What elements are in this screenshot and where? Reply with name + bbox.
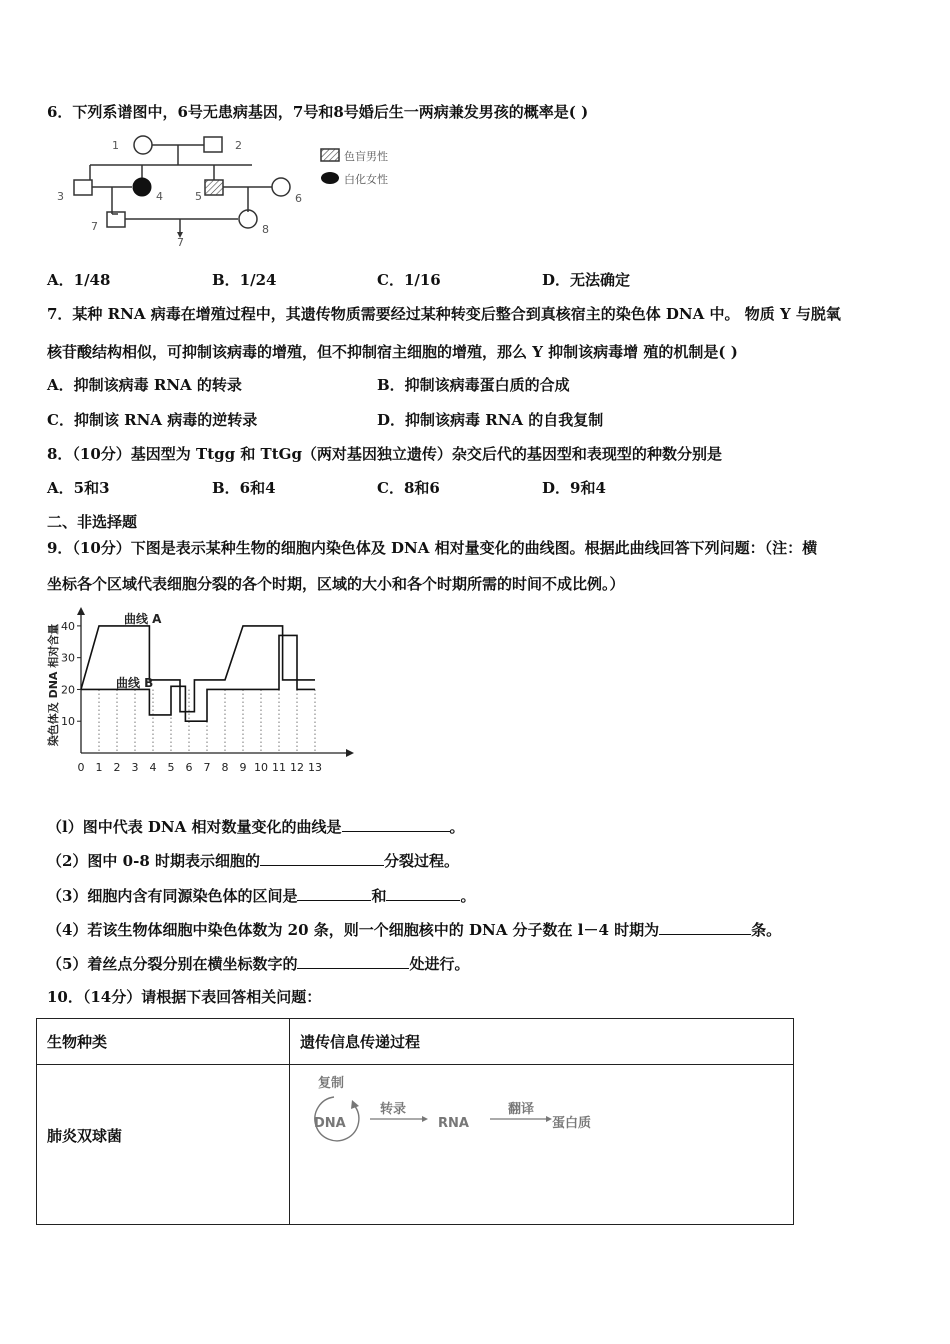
- table-header-row: [37, 1019, 794, 1065]
- flow-rna: RNA: [438, 1116, 469, 1131]
- x-tick-label: 10: [254, 761, 268, 774]
- x-tick-label: 0: [77, 761, 85, 774]
- answer-blank-4[interactable]: [659, 919, 751, 935]
- label-6: 6: [295, 192, 302, 205]
- label-1: 1: [112, 139, 119, 152]
- q7-stem-line1: 7．某种 RNA 病毒在增殖过程中，其遗传物质需要经过某种转变后整合到真核宿主的染色体 DNA 中。 物质 Y 与脱氧: [47, 305, 841, 323]
- label-5: 5: [195, 190, 202, 203]
- q6-option-b: B．1/24: [212, 271, 277, 289]
- q8-option-c: C．8和6: [377, 479, 440, 497]
- row1-process: [290, 1065, 794, 1225]
- q10-stem: 10．（14分）请根据下表回答相关问题：: [47, 988, 322, 1006]
- answer-blank-2[interactable]: [260, 850, 384, 866]
- section-title: 二、非选择题: [47, 513, 138, 531]
- q6-option-a: A．1/48: [47, 271, 111, 289]
- genetic-flow-diagram: [300, 1075, 630, 1175]
- label-7b: 7: [177, 236, 184, 249]
- x-tick-label: 2: [113, 761, 121, 774]
- label-4: 4: [156, 190, 163, 203]
- pedigree-diagram: [52, 132, 422, 252]
- x-tick-label: 9: [239, 761, 247, 774]
- legend-female-swatch: [321, 172, 339, 184]
- q9-sub1: （l）图中代表 DNA 相对数量变化的曲线是 。: [47, 818, 465, 836]
- q9-sub5: （5）着丝点分裂分别在横坐标数字的 处进行。: [47, 955, 470, 973]
- y-tick-label: 30: [61, 651, 75, 665]
- label-8: 8: [262, 223, 269, 236]
- q7-option-c: C．抑制该 RNA 病毒的逆转录: [47, 411, 258, 429]
- arrow-right-icon: [422, 1116, 428, 1122]
- q7-option-b: B．抑制该病毒蛋白质的合成: [377, 376, 570, 394]
- label-3: 3: [57, 190, 64, 203]
- legend-female-label: 白化女性: [344, 173, 388, 186]
- y-tick-label: 40: [61, 619, 75, 633]
- x-tick-label: 11: [272, 761, 286, 774]
- q8-option-d: D．9和4: [542, 479, 606, 497]
- table-row: [37, 1065, 794, 1225]
- x-tick-label: 8: [221, 761, 229, 774]
- q8-stem: 8．（10分）基因型为 Ttgg 和 TtGg（两对基因独立遗传）杂交后代的基因型和表现型的种数分别是: [47, 445, 722, 463]
- series-line-a: [81, 626, 315, 712]
- q10-table: [36, 1018, 794, 1225]
- person-8: [239, 210, 257, 228]
- legend-male-label: 色盲男性: [344, 150, 388, 163]
- row1-species: 肺炎双球菌: [37, 1065, 290, 1225]
- flow-protein: 蛋白质: [552, 1116, 592, 1131]
- q9-stem-line2: 坐标各个区域代表细胞分裂的各个时期，区域的大小和各个时期所需的时间不成比例。）: [47, 575, 625, 593]
- label-2: 2: [235, 139, 242, 152]
- y-tick-label: 20: [61, 683, 75, 697]
- q9-sub3: （3）细胞内含有同源染色体的区间是 和 。: [47, 887, 476, 905]
- answer-blank-3a[interactable]: [297, 885, 371, 901]
- q7-stem-line2: 核苷酸结构相似，可抑制该病毒的增殖，但不抑制宿主细胞的增殖，那么 Y 抑制该病毒增 殖的机制是( ): [47, 343, 738, 361]
- q6-option-d: D．无法确定: [542, 271, 631, 289]
- q6-option-c: C．1/16: [377, 271, 441, 289]
- person-3: [74, 180, 92, 195]
- x-axis-arrow: [346, 749, 354, 757]
- x-tick-label: 3: [131, 761, 139, 774]
- header-process: 遗传信息传递过程: [290, 1019, 794, 1065]
- person-4: [133, 178, 151, 196]
- header-species: 生物种类: [37, 1019, 290, 1065]
- series-label-a: 曲线 A: [124, 612, 162, 626]
- answer-blank-1[interactable]: [342, 816, 450, 832]
- x-tick-label: 5: [167, 761, 175, 774]
- q9-stem-line1: 9．（10分）下图是表示某种生物的细胞内染色体及 DNA 相对量变化的曲线图。根据此曲线回答下列问题：（注：横: [47, 539, 818, 557]
- q7-option-d: D．抑制该病毒 RNA 的自我复制: [377, 411, 604, 429]
- x-tick-label: 4: [149, 761, 157, 774]
- q9-sub2: （2）图中 0-8 时期表示细胞的 分裂过程。: [47, 852, 459, 870]
- dna-chromosome-chart: [40, 605, 380, 785]
- x-tick-label: 7: [203, 761, 211, 774]
- x-tick-label: 13: [308, 761, 322, 774]
- person-6: [272, 178, 290, 196]
- q9-sub4: （4）若该生物体细胞中染色体数为 20 条，则一个细胞核中的 DNA 分子数在 l－4 时期为 条。: [47, 921, 782, 939]
- series-label-b: 曲线 B: [116, 676, 154, 690]
- q8-option-b: B．6和4: [212, 479, 276, 497]
- answer-blank-5[interactable]: [297, 953, 409, 969]
- person-2: [204, 137, 222, 152]
- chart-ylabel: 染色体及 DNA 相对含量: [47, 623, 60, 747]
- x-tick-label: 1: [95, 761, 103, 774]
- label-7: 7: [91, 220, 98, 233]
- flow-replicate: 复制: [318, 1076, 345, 1091]
- flow-transcribe: 转录: [380, 1102, 407, 1117]
- x-tick-label: 12: [290, 761, 304, 774]
- person-1: [134, 136, 152, 154]
- q7-option-a: A．抑制该病毒 RNA 的转录: [47, 376, 242, 394]
- y-tick-label: 10: [61, 715, 75, 729]
- q6-stem: 6．下列系谱图中，6号无患病基因，7号和8号婚后生一两病兼发男孩的概率是( ): [47, 103, 589, 121]
- q8-option-a: A．5和3: [47, 479, 110, 497]
- flow-dna: DNA: [314, 1116, 346, 1131]
- answer-blank-3b[interactable]: [386, 885, 460, 901]
- y-axis-arrow: [77, 607, 85, 615]
- flow-translate: 翻译: [508, 1102, 535, 1117]
- x-tick-label: 6: [185, 761, 193, 774]
